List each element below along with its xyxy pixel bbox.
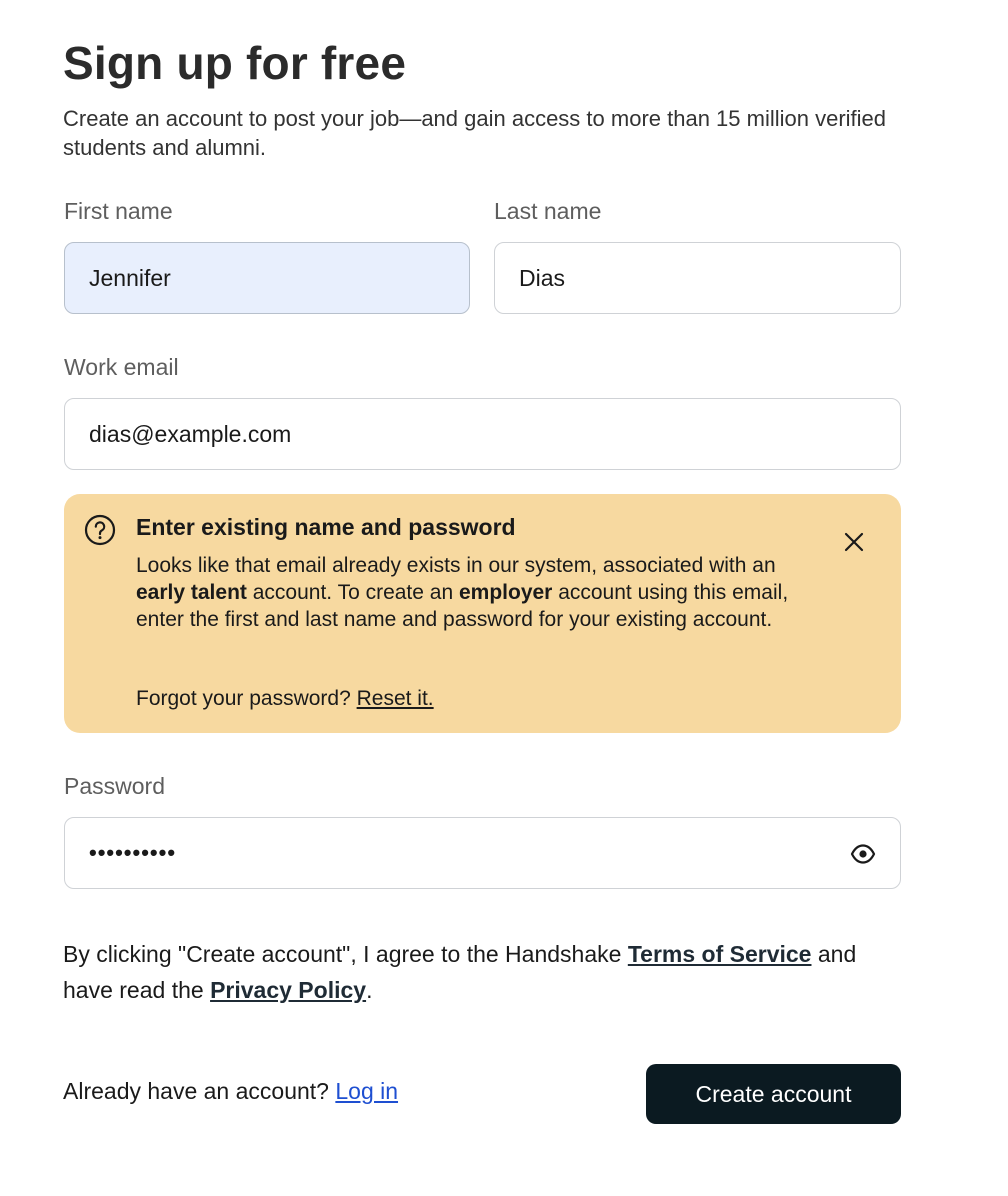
password-label: Password [64,773,165,799]
legal-agreement-text: By clicking "Create account", I agree to the Handshake Terms of Service and have read the Privacy Policy. [63,941,857,1003]
close-icon[interactable] [840,528,868,556]
employer-text: employer [458,581,553,604]
work-email-label: Work email [64,354,179,380]
forgot-password-text: Forgot your password? Reset it. [136,687,434,710]
create-account-button[interactable]: Create account [646,1064,901,1124]
question-circle-icon [84,514,116,546]
last-name-label: Last name [494,198,602,224]
login-prompt: Already have an account? Log in [63,1078,399,1104]
page-title: Sign up for free [63,37,407,89]
early-talent-text: early talent [136,581,247,604]
privacy-policy-link[interactable]: Privacy Policy [210,977,367,1003]
last-name-input[interactable]: Dias [494,242,901,314]
reset-password-link[interactable]: Reset it. [356,687,434,710]
log-in-link[interactable]: Log in [335,1078,399,1104]
page-subtitle: Create an account to post your job—and gain access to more than 15 million verified students and alumni. [63,106,887,160]
existing-account-alert [64,494,901,733]
password-input[interactable] [64,817,901,889]
first-name-label: First name [64,198,173,224]
terms-of-service-link[interactable]: Terms of Service [627,941,812,967]
work-email-input[interactable]: dias@example.com [64,398,901,470]
show-password-eye-icon[interactable] [850,842,876,866]
first-name-input[interactable]: Jennifer [64,242,470,314]
password-value: •••••••••• [89,840,177,865]
alert-title: Enter existing name and password [136,514,516,540]
alert-body: Looks like that email already exists in our system, associated with an early talent account. To create an employer account using this email, enter the first and last name and password for your existing account. [136,554,789,631]
